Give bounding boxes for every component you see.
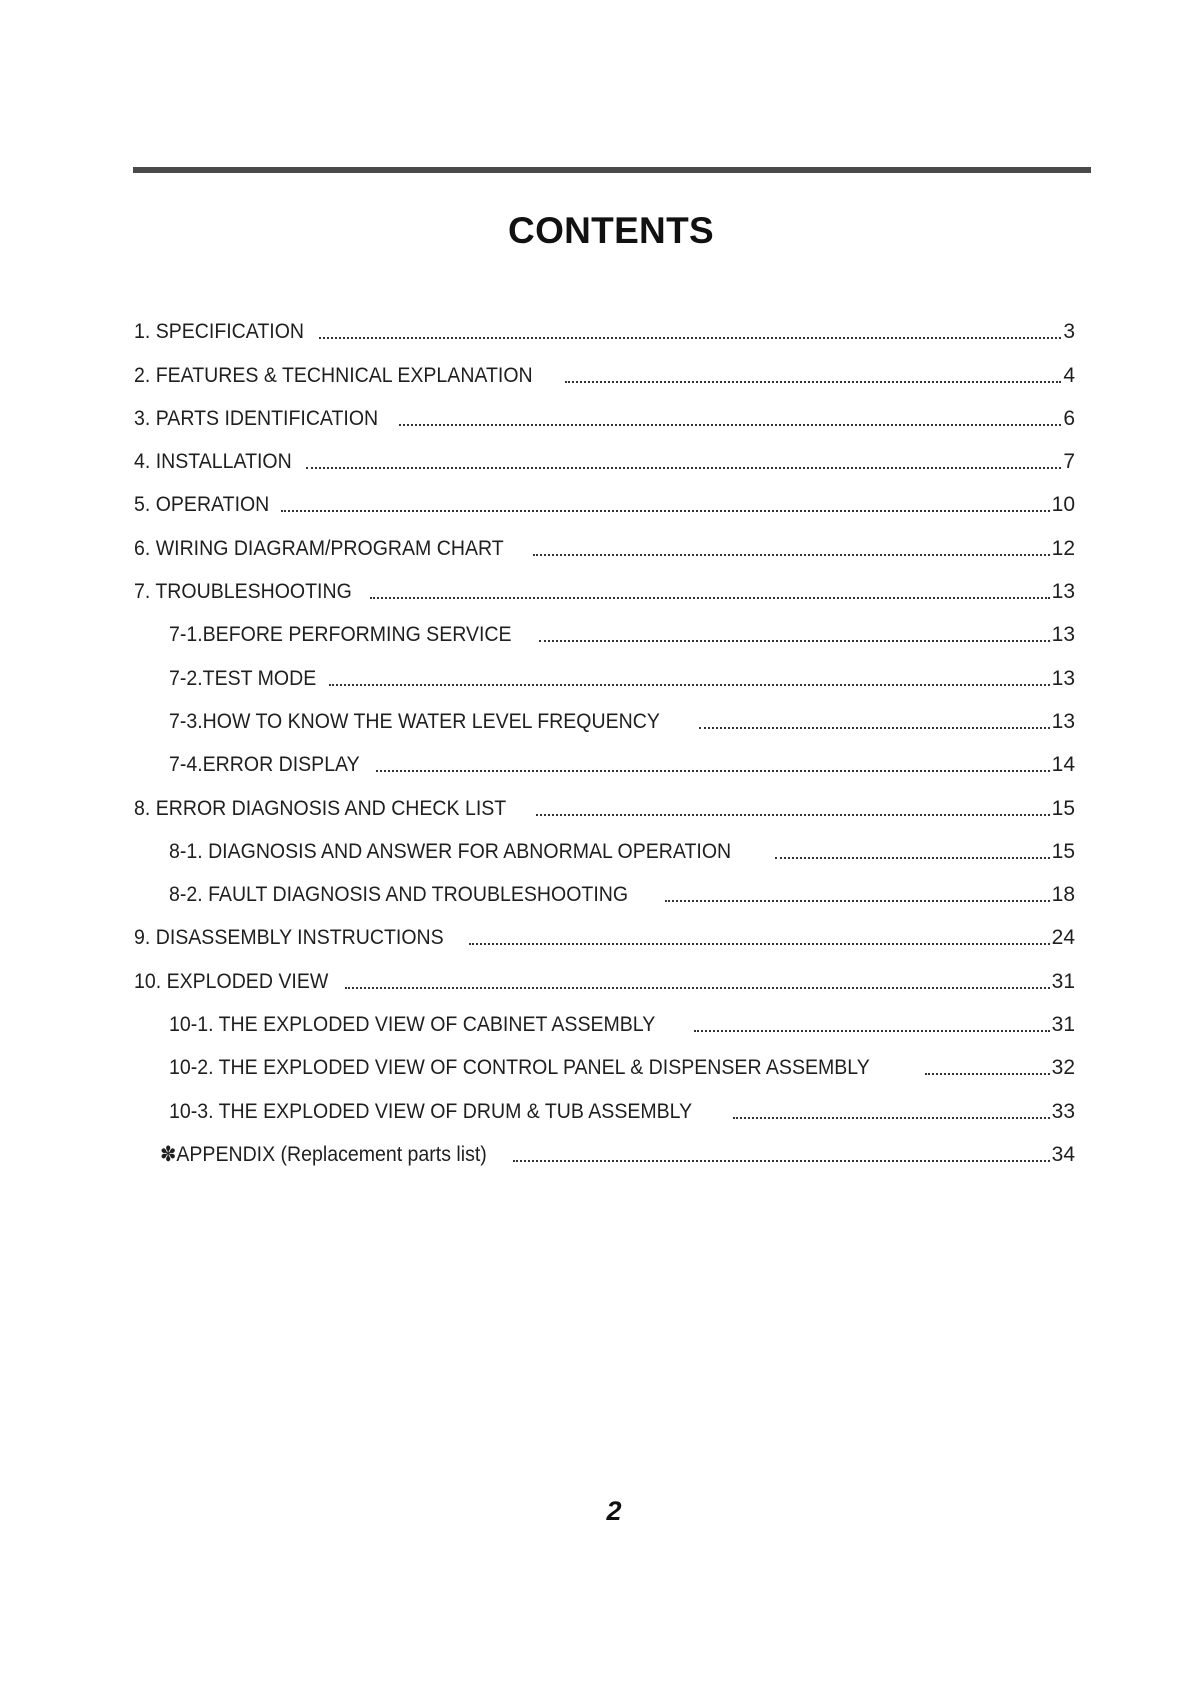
toc-entry-label: ✽APPENDIX (Replacement parts list) — [160, 1142, 487, 1166]
toc-entry[interactable] — [134, 908, 1075, 951]
toc-entry-label: 7-1.BEFORE PERFORMING SERVICE — [169, 623, 512, 647]
toc-subentry[interactable] — [134, 1038, 1075, 1081]
toc-subentry[interactable] — [134, 1081, 1075, 1124]
toc-subentry[interactable] — [134, 605, 1075, 648]
toc-entry-page: 4 — [1063, 363, 1075, 387]
toc-entry-page: 6 — [1063, 406, 1075, 430]
toc-entry-label: 9. DISASSEMBLY INSTRUCTIONS — [134, 926, 444, 950]
toc-entry-page: 12 — [1051, 536, 1075, 560]
toc-entry-label: 4. INSTALLATION — [134, 450, 292, 474]
toc-leader-dots — [565, 381, 1062, 383]
toc-entry[interactable] — [134, 562, 1075, 605]
toc-entry-label: 2. FEATURES & TECHNICAL EXPLANATION — [134, 363, 533, 387]
toc-entry-page: 34 — [1051, 1142, 1075, 1166]
toc-entry-label: 8-1. DIAGNOSIS AND ANSWER FOR ABNORMAL OPERATION — [169, 839, 732, 863]
toc-entry[interactable] — [134, 778, 1075, 821]
toc-subentry[interactable] — [134, 822, 1075, 865]
toc-subentry[interactable] — [134, 735, 1075, 778]
toc-entry-page: 15 — [1051, 796, 1075, 820]
toc-entry[interactable] — [134, 951, 1075, 994]
page-number: 2 — [606, 1496, 622, 1526]
toc-entry-page: 3 — [1063, 320, 1075, 344]
toc-leader-dots — [925, 1073, 1050, 1075]
toc-subentry[interactable] — [134, 995, 1075, 1038]
toc-leader-dots — [533, 554, 1049, 556]
toc-entry[interactable] — [134, 475, 1075, 518]
toc-entry-label: 3. PARTS IDENTIFICATION — [134, 406, 379, 430]
toc-leader-dots — [399, 424, 1062, 426]
toc-leader-dots — [469, 943, 1050, 945]
toc-subentry[interactable] — [134, 648, 1075, 691]
toc-entry-label: 10-3. THE EXPLODED VIEW OF DRUM & TUB ASSEMBLY — [169, 1099, 693, 1123]
toc-entry-page: 24 — [1051, 926, 1075, 950]
toc-entry-page: 31 — [1051, 969, 1075, 993]
toc-entry-label: 8-2. FAULT DIAGNOSIS AND TROUBLESHOOTING — [169, 883, 629, 907]
toc-entry-page: 33 — [1051, 1099, 1075, 1123]
toc-entry-label: 1. SPECIFICATION — [134, 320, 305, 344]
toc-leader-dots — [694, 1030, 1050, 1032]
toc-entry-page: 13 — [1051, 580, 1075, 604]
toc-entry-page: 32 — [1051, 1056, 1075, 1080]
toc-entry-label: 7-3.HOW TO KNOW THE WATER LEVEL FREQUENCY — [169, 709, 660, 733]
toc-entry[interactable] — [134, 518, 1075, 561]
toc-entry-page: 18 — [1051, 883, 1075, 907]
toc-entry-page: 10 — [1051, 493, 1075, 517]
toc-leader-dots — [733, 1117, 1049, 1119]
toc-leader-dots — [536, 814, 1049, 816]
toc-entry-page: 13 — [1051, 666, 1075, 690]
toc-entry-page: 31 — [1051, 1013, 1075, 1037]
toc-leader-dots — [665, 900, 1050, 902]
table-of-contents — [134, 302, 1075, 1168]
toc-leader-dots — [319, 337, 1062, 339]
toc-entry-label: 7-2.TEST MODE — [169, 666, 317, 690]
toc-entry-page: 13 — [1051, 709, 1075, 733]
toc-leader-dots — [281, 510, 1049, 512]
toc-entry[interactable] — [134, 389, 1075, 432]
toc-entry-page: 13 — [1051, 623, 1075, 647]
toc-entry-label: 10-1. THE EXPLODED VIEW OF CABINET ASSEMBLY — [169, 1013, 656, 1037]
toc-leader-dots — [699, 727, 1050, 729]
toc-entry-page: 7 — [1063, 450, 1075, 474]
toc-leader-dots — [329, 684, 1049, 686]
toc-entry[interactable] — [134, 302, 1075, 345]
toc-leader-dots — [345, 987, 1050, 989]
toc-entry-label: 6. WIRING DIAGRAM/PROGRAM CHART — [134, 536, 504, 560]
toc-leader-dots — [775, 857, 1049, 859]
toc-leader-dots — [513, 1160, 1049, 1162]
toc-leader-dots — [376, 770, 1050, 772]
toc-appendix-entry[interactable] — [134, 1125, 1075, 1168]
toc-entry-label: 7-4.ERROR DISPLAY — [169, 753, 360, 777]
toc-entry-label: 7. TROUBLESHOOTING — [134, 580, 352, 604]
toc-entry[interactable] — [134, 432, 1075, 475]
page-title: CONTENTS — [508, 210, 714, 251]
toc-subentry[interactable] — [134, 692, 1075, 735]
toc-subentry[interactable] — [134, 865, 1075, 908]
toc-entry-page: 15 — [1051, 839, 1075, 863]
toc-entry-page: 14 — [1051, 753, 1075, 777]
toc-entry-label: 5. OPERATION — [134, 493, 270, 517]
toc-leader-dots — [370, 597, 1049, 599]
toc-entry[interactable] — [134, 345, 1075, 388]
toc-leader-dots — [539, 640, 1049, 642]
toc-entry-label: 8. ERROR DIAGNOSIS AND CHECK LIST — [134, 796, 507, 820]
toc-entry-label: 10. EXPLODED VIEW — [134, 969, 329, 993]
top-rule — [133, 167, 1091, 173]
toc-leader-dots — [306, 467, 1062, 469]
toc-entry-label: 10-2. THE EXPLODED VIEW OF CONTROL PANEL & DISPENSER ASSEMBLY — [169, 1056, 870, 1080]
